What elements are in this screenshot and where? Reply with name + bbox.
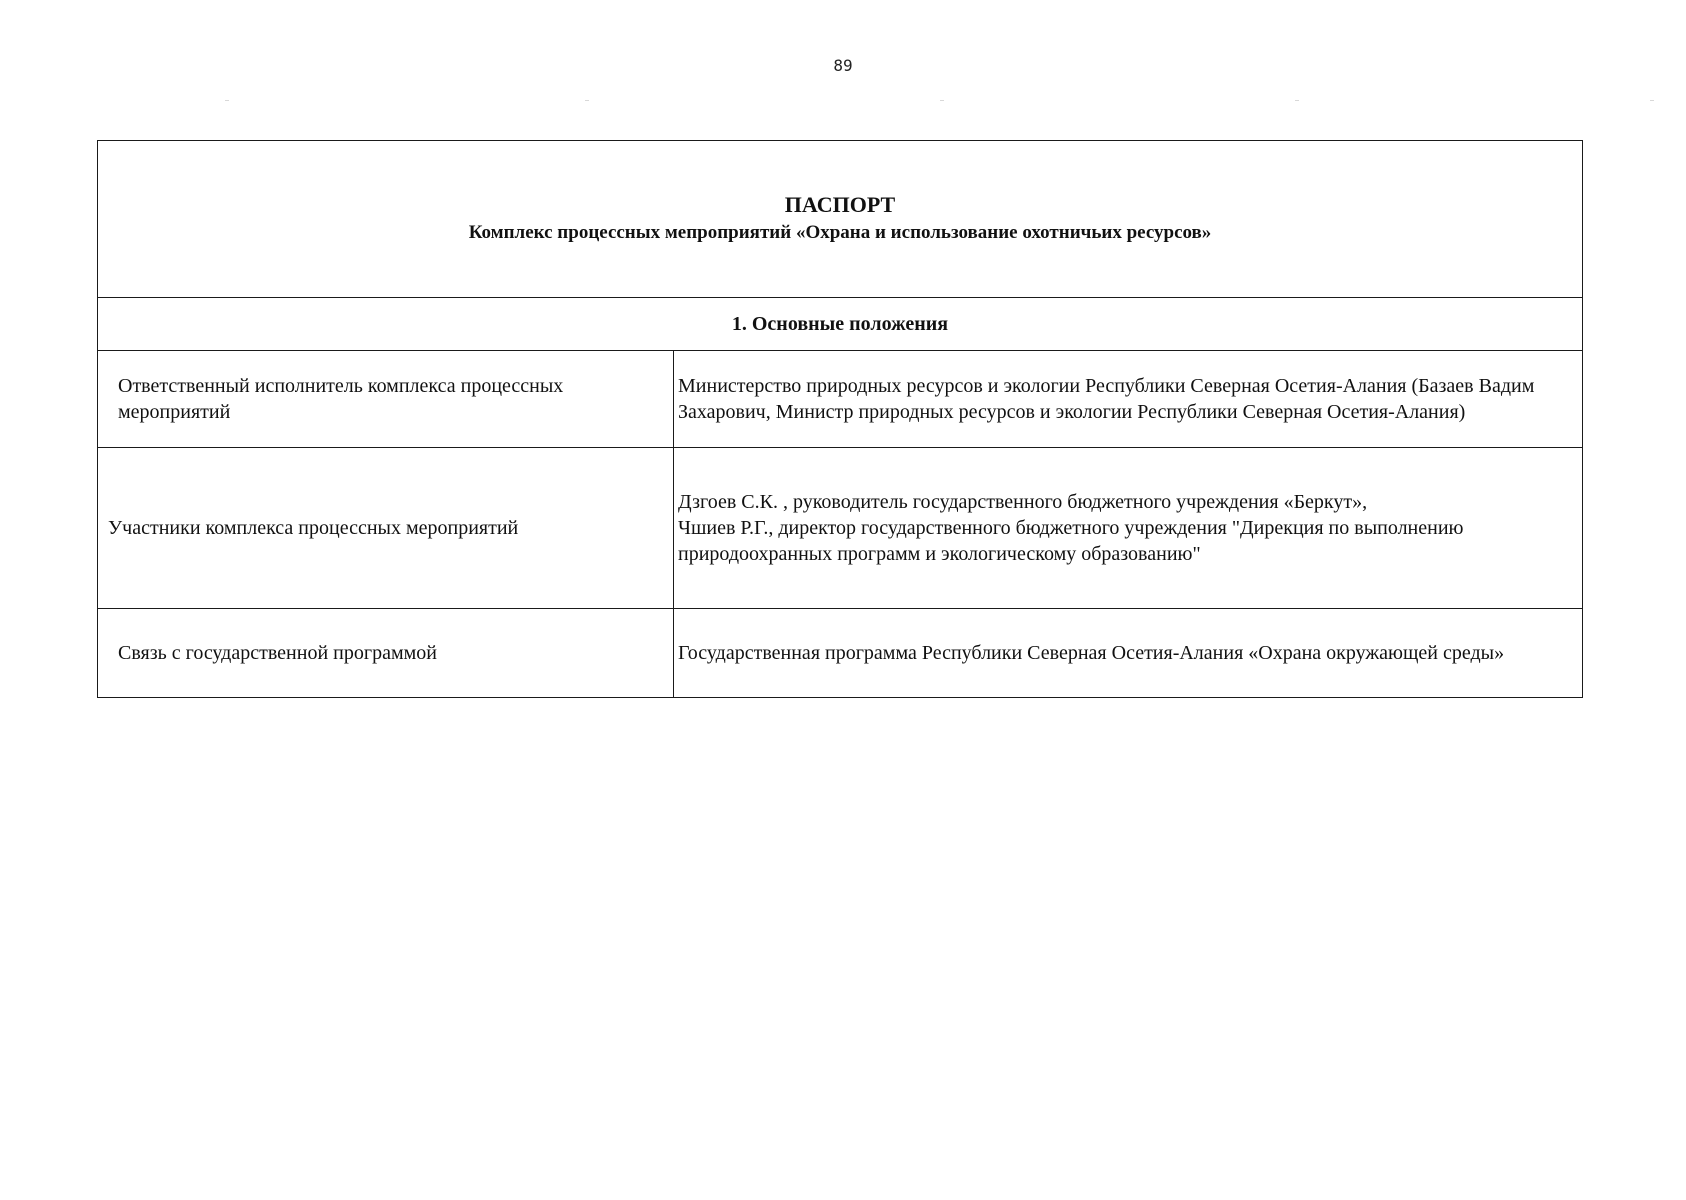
row-value: Министерство природных ресурсов и экологии Республики Северная Осетия-Алания (Базаев Вадим Захарович, Министр природных ресурсов и экологии Республики Северная Осетия-Алания) [674, 351, 1583, 448]
section-row [98, 298, 1583, 351]
table-row [98, 609, 1583, 698]
row-label: Ответственный исполнитель комплекса процессных мероприятий [98, 351, 674, 448]
participant-line: Чшиев Р.Г., директор государственного бюджетного учреждения "Дирекция по выполнению природоохранных программ и экологическому образованию" [678, 517, 1464, 565]
row-label: Участники комплекса процессных мероприятий [98, 448, 674, 609]
scan-artifact-line [1650, 100, 1654, 101]
title-row [98, 141, 1583, 298]
scan-artifact-line [1295, 100, 1299, 101]
passport-table [97, 140, 1583, 698]
row-label: Связь с государственной программой [98, 609, 674, 698]
table-row [98, 351, 1583, 448]
scan-artifact-line [225, 100, 229, 101]
section-heading: 1. Основные положения [98, 298, 1583, 351]
document-title: ПАСПОРТ [784, 192, 896, 217]
participant-line: Дзгоев С.К. , руководитель государственного бюджетного учреждения «Беркут», [678, 491, 1368, 513]
document-subtitle: Комплекс процессных мепроприятий «Охрана и использование охотничьих ресурсов» [468, 222, 1212, 243]
scan-artifact-line [585, 100, 589, 101]
title-cell [98, 141, 1583, 298]
page-number: 89 [833, 56, 853, 75]
row-value: Государственная программа Республики Северная Осетия-Алания «Охрана окружающей среды» [674, 609, 1583, 698]
scan-artifact-line [940, 100, 944, 101]
row-value [674, 448, 1583, 609]
table-row [98, 448, 1583, 609]
